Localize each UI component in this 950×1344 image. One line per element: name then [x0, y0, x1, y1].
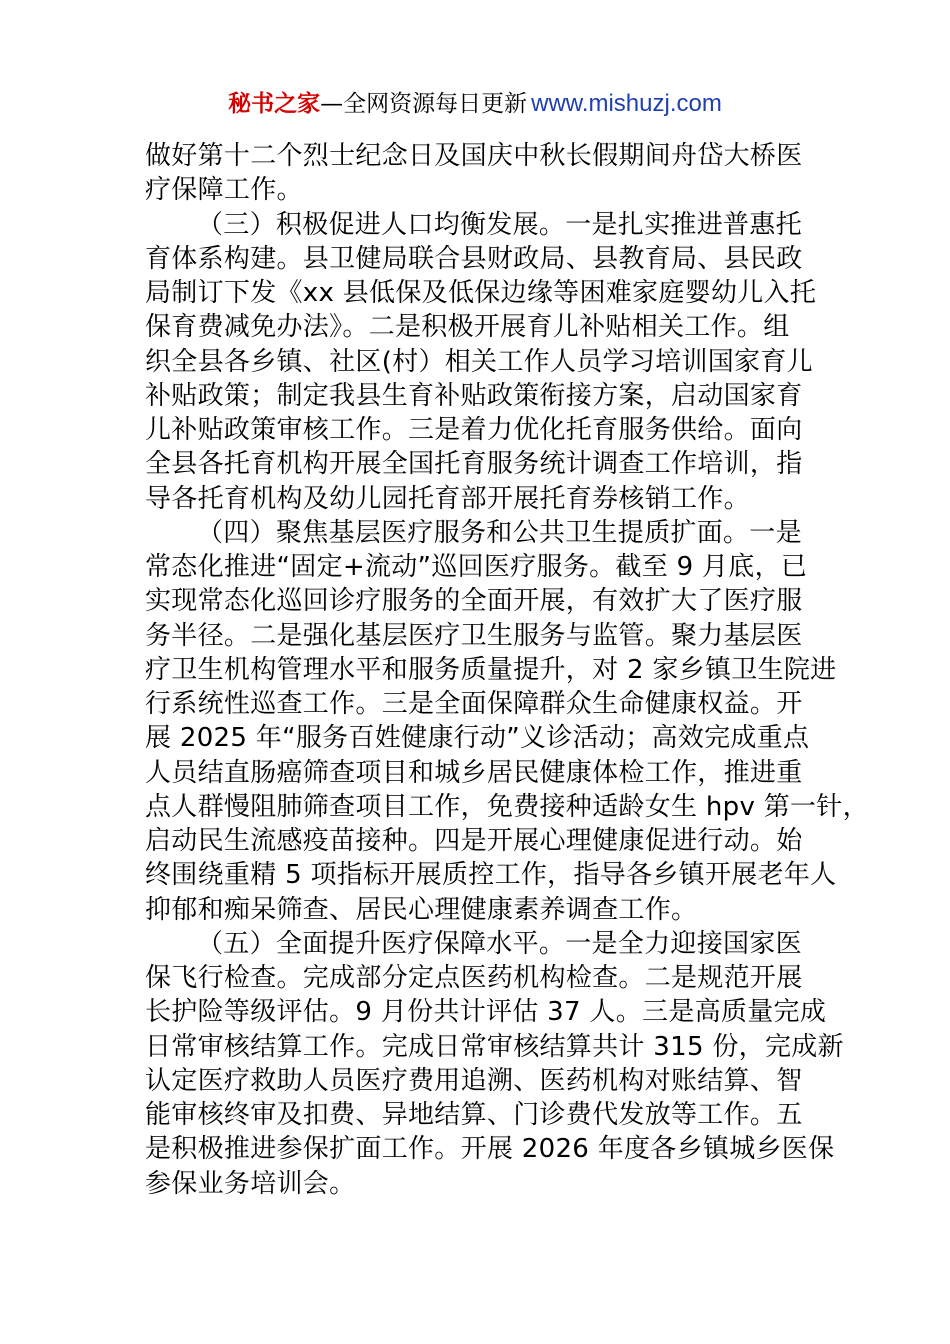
paragraph-line: 日常审核结算工作。完成日常审核结算共计 315 份，完成新 — [145, 1031, 844, 1062]
site-header — [0, 88, 950, 120]
paragraph-line: 务半径。二是强化基层医疗卫生服务与监管。聚力基层医 — [145, 620, 803, 651]
paragraph-first-line: （四）聚焦基层医疗服务和公共卫生提质扩面。一是 — [197, 517, 802, 548]
header-tagline: 全网资源每日更新 — [343, 91, 528, 117]
paragraph-line: 点人群慢阻肺筛查项目工作，免费接种适龄女生 hpv 第一针， — [145, 791, 869, 822]
paragraph-line: 疗保障工作。 — [145, 175, 303, 206]
header-dash: — — [320, 91, 344, 117]
paragraph-line: 人员结直肠癌筛查项目和城乡居民健康体检工作，推进重 — [145, 757, 803, 788]
paragraph-first-line: （三）积极促进人口均衡发展。一是扎实推进普惠托 — [197, 209, 802, 240]
paragraph-line: 能审核终审及扣费、异地结算、门诊费代发放等工作。五 — [145, 1100, 803, 1130]
paragraph-line: 行系统性巡查工作。三是全面保障群众生命健康权益。开 — [145, 689, 803, 719]
paragraph-line: 织全县各乡镇、社区(村）相关工作人员学习培训国家育儿 — [145, 346, 813, 377]
paragraph-line: 疗卫生机构管理水平和服务质量提升，对 2 家乡镇卫生院进 — [145, 654, 837, 685]
paragraph-line: 全县各托育机构开展全国托育服务统计调查工作培训，指 — [145, 449, 803, 480]
brand-name: 秘书之家 — [228, 91, 321, 117]
document-body — [145, 139, 869, 1201]
paragraph-line: 终围绕重精 5 项指标开展质控工作，指导各乡镇开展老年人 — [145, 860, 837, 891]
paragraph-line: 启动民生流感疫苗接种。四是开展心理健康促进行动。始 — [145, 826, 803, 856]
paragraph-first-line: （五）全面提升医疗保障水平。一是全力迎接国家医 — [197, 928, 802, 959]
paragraph-line: 做好第十二个烈士纪念日及国庆中秋长假期间舟岱大桥医 — [145, 141, 803, 171]
paragraph-line: 长护险等级评估。9 月份共计评估 37 人。三是高质量完成 — [145, 997, 827, 1028]
paragraph-line: 是积极推进参保扩面工作。开展 2026 年度各乡镇城乡医保 — [145, 1134, 835, 1165]
paragraph-line: 抑郁和痴呆筛查、居民心理健康素养调查工作。 — [145, 894, 698, 925]
paragraph-line: 补贴政策；制定我县生育补贴政策衔接方案，启动国家育 — [145, 380, 803, 411]
paragraph-line: 育体系构建。县卫健局联合县财政局、县教育局、县民政 — [145, 243, 803, 274]
paragraph-line: 导各托育机构及幼儿园托育部开展托育券核销工作。 — [145, 483, 750, 514]
paragraph-line: 展 2025 年“服务百姓健康行动”义诊活动；高效完成重点 — [145, 723, 810, 754]
paragraph-line: 局制订下发《xx 县低保及低保边缘等困难家庭婴幼儿入托 — [145, 278, 817, 308]
paragraph-line: 实现常态化巡回诊疗服务的全面开展，有效扩大了医疗服 — [145, 586, 803, 617]
paragraph-line: 常态化推进“固定+流动”巡回医疗服务。截至 9 月底，已 — [145, 552, 808, 582]
paragraph-line: 保育费减免办法》。二是积极开展育儿补贴相关工作。组 — [145, 312, 790, 343]
paragraph-line: 参保业务培训会。 — [145, 1168, 356, 1199]
paragraph-line: 儿补贴政策审核工作。三是着力优化托育服务供给。面向 — [145, 415, 803, 445]
site-url-link[interactable]: www.mishuzj.com — [531, 90, 722, 117]
paragraph-line: 保飞行检查。完成部分定点医药机构检查。二是规范开展 — [145, 963, 803, 993]
paragraph-line: 认定医疗救助人员医疗费用追溯、医药机构对账结算、智 — [145, 1065, 803, 1096]
